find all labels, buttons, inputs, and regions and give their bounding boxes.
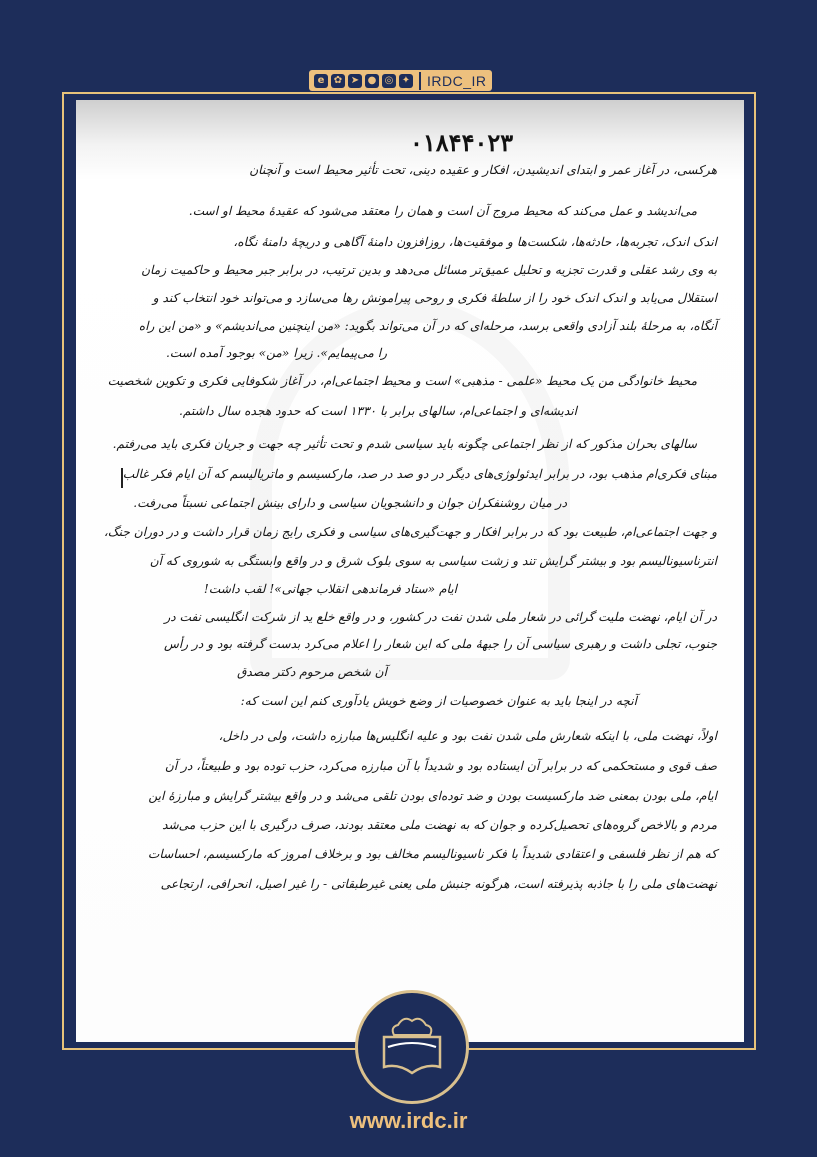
text-line: اندیشه‌ای و اجتماعی‌ام، سالهای برابر با ۱۳۳۰ است که حدود هجده سال داشتم. [178,404,577,418]
text-line: و جهت اجتماعی‌ام، طبیعت بود که در برابر افکار و جهت‌گیری‌های سیاسی و فکری رایج زمان قرار داشت و در دوران جنگ، [103,525,717,539]
twitter-icon[interactable]: ✦ [399,74,413,88]
text-line: می‌اندیشد و عمل می‌کند که محیط مروج آن است و همان را معتقد می‌شود که عقیدهٔ محیط او است. [188,204,697,218]
social-bar [309,70,492,91]
text-line: جنوب، تجلی داشت و رهبری سیاسی آن را جبههٔ ملی که این شعار را اعلام می‌کرد بدست گرفته بود و در رأس [164,637,717,651]
soroush-icon[interactable]: ● [365,74,379,88]
text-line: انترناسیونالیسم بود و بیشتر گرایش تند و زشت سیاسی به سوی بلوک شرق و در واقع وابستگی به شوروی که آن [149,554,717,568]
text-line: آنگاه، به مرحلهٔ بلند آزادی واقعی برسد، مرحله‌ای که در آن می‌تواند بگوید: «من اینچنین می‌اندیشم» و «من این راه [138,319,717,333]
text-line: در آن ایام، نهضت ملیت گرائی در شعار ملی شدن نفت در کشور، و در واقع خلع ید از شرکت انگلیسی نفت در [164,610,717,624]
divider [419,72,421,90]
text-line: استقلال می‌یابد و اندک اندک خود را از سلطهٔ فکری و روحی پیرامونش رها می‌سازد و می‌تواند خود انتخاب کند و [152,291,717,305]
social-handle: IRDC_IR [427,72,487,89]
website-url[interactable]: www.irdc.ir [349,1108,468,1133]
text-line: هرکسی، در آغاز عمر و ابتدای اندیشیدن، افکار و عقیده دینی، تحت تأثیر محیط است و آنچنان [249,163,717,177]
text-line: را می‌پیمایم». زیرا «من» بوجود آمده است. [165,346,387,360]
text-line: نهضت‌های ملی را با جاذبه پذیرفته است، هرگونه جنبش ملی یعنی غیرطبقاتی - را غیر اصیل، انحرافی، ارتجاعی [160,877,717,891]
telegram-icon[interactable]: ➤ [348,74,362,88]
instagram-icon[interactable]: ◎ [382,74,396,88]
eitaa-icon[interactable]: e [314,74,328,88]
text-line: محیط خانوادگی من یک محیط «علمی - مذهبی» است و محیط اجتماعی‌ام، در آغاز شکوفایی فکری و تکوین شخصیت [107,374,697,388]
text-line: مبنای فکری‌ام مذهب بود، در برابر ایدئولوژی‌های دیگر در دو صد در صد، مارکسیسم و ماتریالیسم که آن ایام فکر غالب [122,467,717,481]
text-line: سالهای بحران مذکور که از نظر اجتماعی چگونه باید سیاسی شدم و تحت تأثیر چه جهت و جریان فکری باید می‌رفتم. [112,437,697,451]
text-line: ایام، ملی بودن بمعنی ضد مارکسیست بودن و ضد توده‌ای بودن تلقی می‌شد و در واقع بیشتر گرایش و مبارزهٔ این [148,789,717,803]
text-line: آن شخص مرحوم دکتر مصدق [236,665,387,679]
text-line: اندک اندک، تجربه‌ها، حادثه‌ها، شکست‌ها و موفقیت‌ها، روزافزون دامنهٔ آگاهی و دریچهٔ دامنهٔ نگاه، [233,235,717,249]
document-number: ۰۱۸۴۴۰۲۳ [410,128,514,157]
margin-mark [121,468,123,488]
text-line: اولاً، نهضت ملی، با اینکه شعارش ملی شدن نفت بود و علیه انگلیس‌ها مبارزه داشت، ولی در داخل، [218,729,717,743]
text-line: در میان روشنفکران جوان و دانشجویان سیاسی و دارای بینش اجتماعی نسبتاً می‌رفت. [133,496,567,510]
text-line: به وی رشد عقلی و قدرت تجزیه و تحلیل عمیق‌تر مسائل می‌دهد و بدین ترتیب، در برابر جبر محیط و حاکمیت زمان [141,263,717,277]
text-line: ایام «ستاد فرماندهی انقلاب جهانی»! لقب داشت! [203,582,457,596]
aparat-icon[interactable]: ✿ [331,74,345,88]
text-line: که هم از نظر فلسفی و اعتقادی شدیداً با فکر ناسیونالیسم مخالف بود و برخلاف امروز که مارکسیسم، احساسات [147,847,717,861]
text-line: آنچه در اینجا باید به عنوان خصوصیات از وضع خویش یادآوری کنم این است که: [240,694,637,708]
text-line: صف قوی و مستحکمی که در برابر آن ایستاده بود و شدیداً با آن مبارزه می‌کرد، حزب توده بود و طبیعتاً، در آن [164,759,717,773]
irdc-logo [355,990,469,1104]
text-line: مردم و بالاخص گروه‌های تحصیل‌کرده و جوان که به نهضت ملی معتقد بودند، صرف درگیری با این حزب می‌شد [162,818,717,832]
